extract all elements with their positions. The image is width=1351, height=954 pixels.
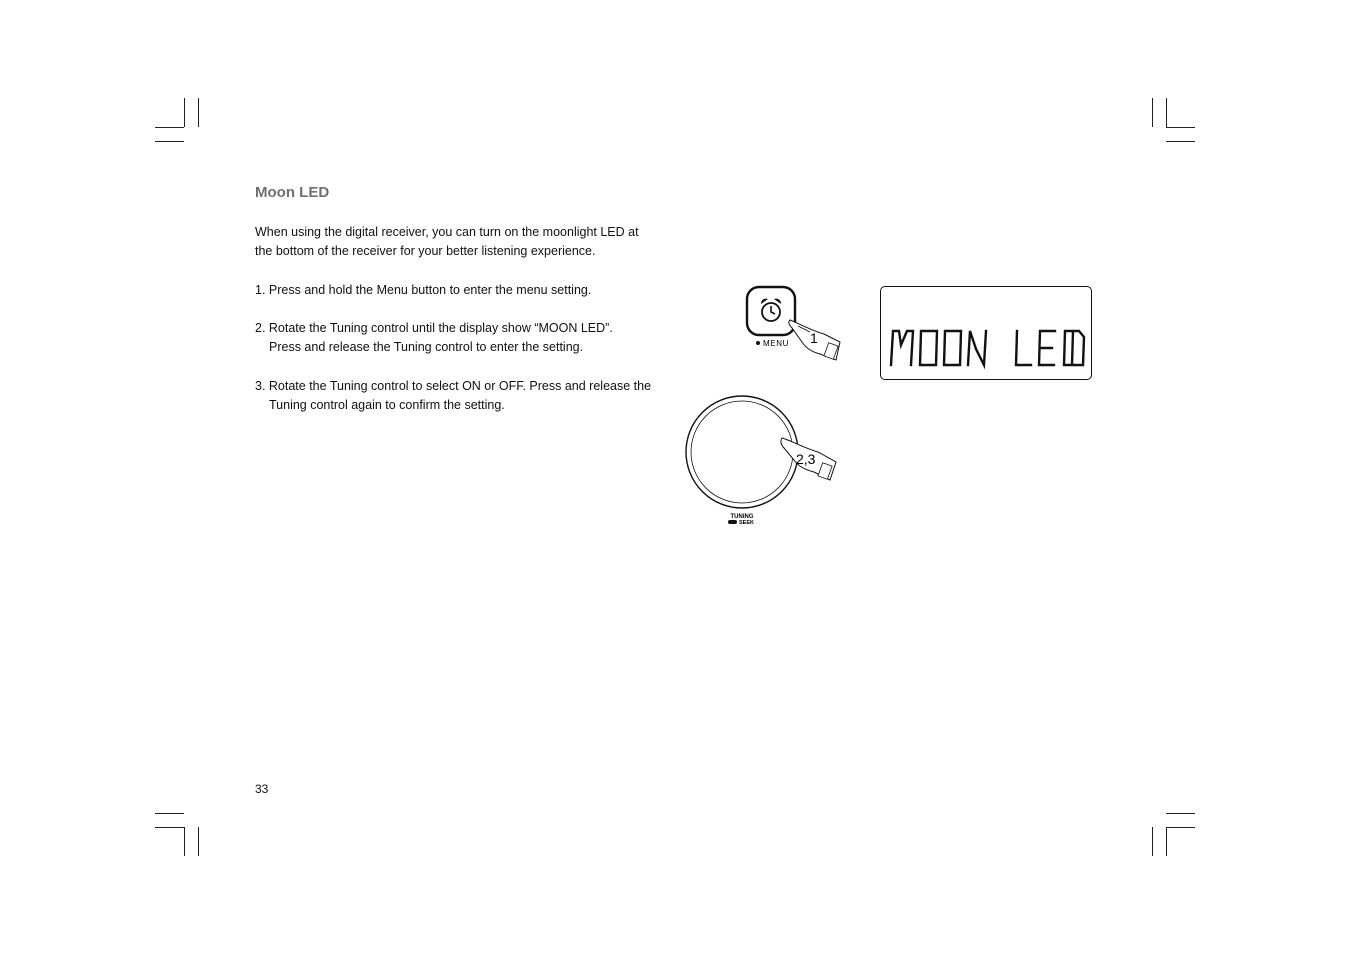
seek-label: SEEK (739, 520, 754, 526)
crop-mark (1152, 98, 1153, 127)
step-2 (255, 319, 613, 357)
seek-indicator (728, 520, 737, 524)
intro-paragraph (255, 223, 639, 261)
crop-mark (184, 98, 185, 127)
menu-indicator-dot (756, 341, 760, 345)
step-line: Tuning control again to confirm the setting. (269, 398, 505, 412)
tuning-knob-illustration (680, 392, 840, 532)
step-marker-2-3: 2,3 (796, 451, 816, 467)
crop-mark (155, 127, 184, 128)
menu-button-illustration (740, 282, 850, 364)
crop-mark (155, 813, 184, 814)
menu-button-label: MENU (763, 339, 789, 348)
crop-mark (184, 827, 185, 856)
page-number: 33 (255, 782, 269, 796)
crop-mark (1166, 98, 1167, 127)
step-3 (255, 377, 651, 415)
step-1 (255, 281, 591, 300)
crop-mark (1152, 827, 1153, 856)
lcd-segments (881, 287, 1093, 381)
step-line: 1. Press and hold the Menu button to enter the menu setting. (255, 283, 592, 297)
lcd-text (891, 331, 1084, 365)
crop-mark (198, 98, 199, 127)
section-title: Moon LED (255, 184, 330, 201)
intro-line: When using the digital receiver, you can turn on the moonlight LED at (255, 225, 639, 239)
crop-mark (1166, 813, 1195, 814)
tuning-label: TUNING (730, 514, 754, 520)
step-line: 3. Rotate the Tuning control to select ON or OFF. Press and release the (255, 379, 652, 393)
crop-mark (155, 141, 184, 142)
step-line: Press and release the Tuning control to enter the setting. (269, 340, 584, 354)
crop-mark (1166, 827, 1167, 856)
crop-mark (1166, 141, 1195, 142)
crop-mark (1166, 127, 1195, 128)
crop-mark (155, 827, 184, 828)
intro-line: the bottom of the receiver for your better listening experience. (255, 244, 596, 258)
step-marker-1: 1 (810, 330, 818, 346)
step-line: 2. Rotate the Tuning control until the display show “MOON LED”. (255, 321, 613, 335)
crop-mark (1166, 827, 1195, 828)
crop-mark (198, 827, 199, 856)
lcd-display (880, 286, 1092, 380)
